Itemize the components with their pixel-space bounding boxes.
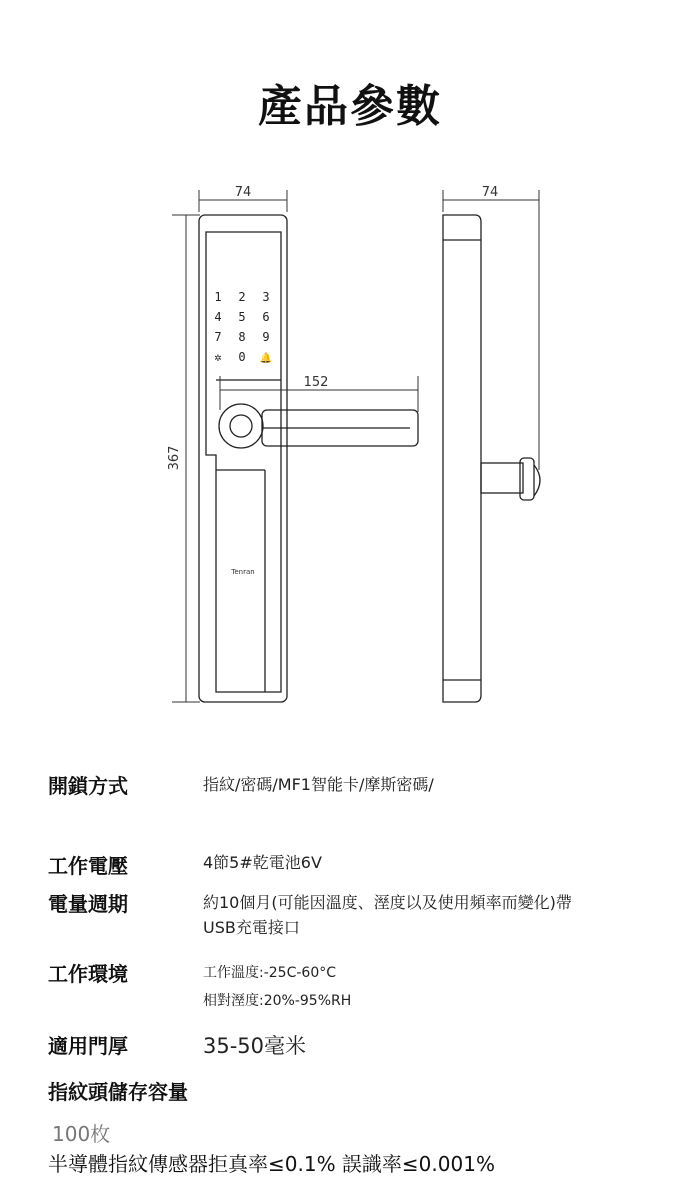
voltage-label: 工作電壓	[48, 854, 128, 878]
svg-text:0: 0	[238, 350, 246, 364]
page-title: 產品參數	[258, 81, 442, 132]
door-value: 35-50毫米	[203, 1034, 307, 1058]
svg-text:7: 7	[214, 330, 222, 344]
svg-text:3: 3	[262, 290, 270, 304]
side-width-label: 74	[481, 185, 499, 200]
environment-line1: 工作溫度:-25C-60°C	[203, 965, 336, 981]
environment-label: 工作環境	[48, 962, 128, 986]
svg-text:5: 5	[238, 310, 246, 324]
keypad	[214, 290, 272, 364]
handle-length-label: 152	[303, 375, 329, 390]
power-cycle-line2: USB充電接口	[203, 918, 300, 937]
svg-text:9: 9	[262, 330, 270, 344]
front-width-label: 74	[234, 185, 252, 200]
unlock-value: 指紋/密碼/MF1智能卡/摩斯密碼/	[203, 775, 434, 794]
power-cycle-label: 電量週期	[48, 892, 128, 916]
unlock-label: 開鎖方式	[48, 774, 128, 798]
svg-text:1: 1	[214, 290, 222, 304]
lock-drawing	[0, 180, 700, 720]
door-label: 適用門厚	[48, 1034, 128, 1058]
voltage-value: 4節5#乾電池6V	[203, 853, 322, 872]
svg-text:8: 8	[238, 330, 246, 344]
svg-text:4: 4	[214, 310, 222, 324]
svg-text:6: 6	[262, 310, 270, 324]
sensor-spec: 半導體指紋傳感器拒真率≤0.1% 誤識率≤0.001%	[48, 1152, 495, 1176]
fingerprint-capacity-label: 指紋頭儲存容量	[48, 1080, 188, 1104]
side-width-dimension	[443, 190, 539, 470]
environment-line2: 相對溼度:20%-95%RH	[203, 993, 352, 1009]
fingerprint-capacity-value: 100枚	[52, 1122, 111, 1146]
front-view	[199, 215, 418, 702]
svg-text:✲: ✲	[214, 350, 222, 364]
height-label: 367	[167, 445, 182, 471]
power-cycle-line1: 約10個月(可能因溫度、溼度以及使用頻率而變化)帶	[203, 893, 572, 912]
side-view	[443, 215, 540, 702]
brand-mark: Tenran	[231, 568, 255, 576]
svg-text:2: 2	[238, 290, 246, 304]
svg-text:🔔: 🔔	[259, 353, 273, 364]
